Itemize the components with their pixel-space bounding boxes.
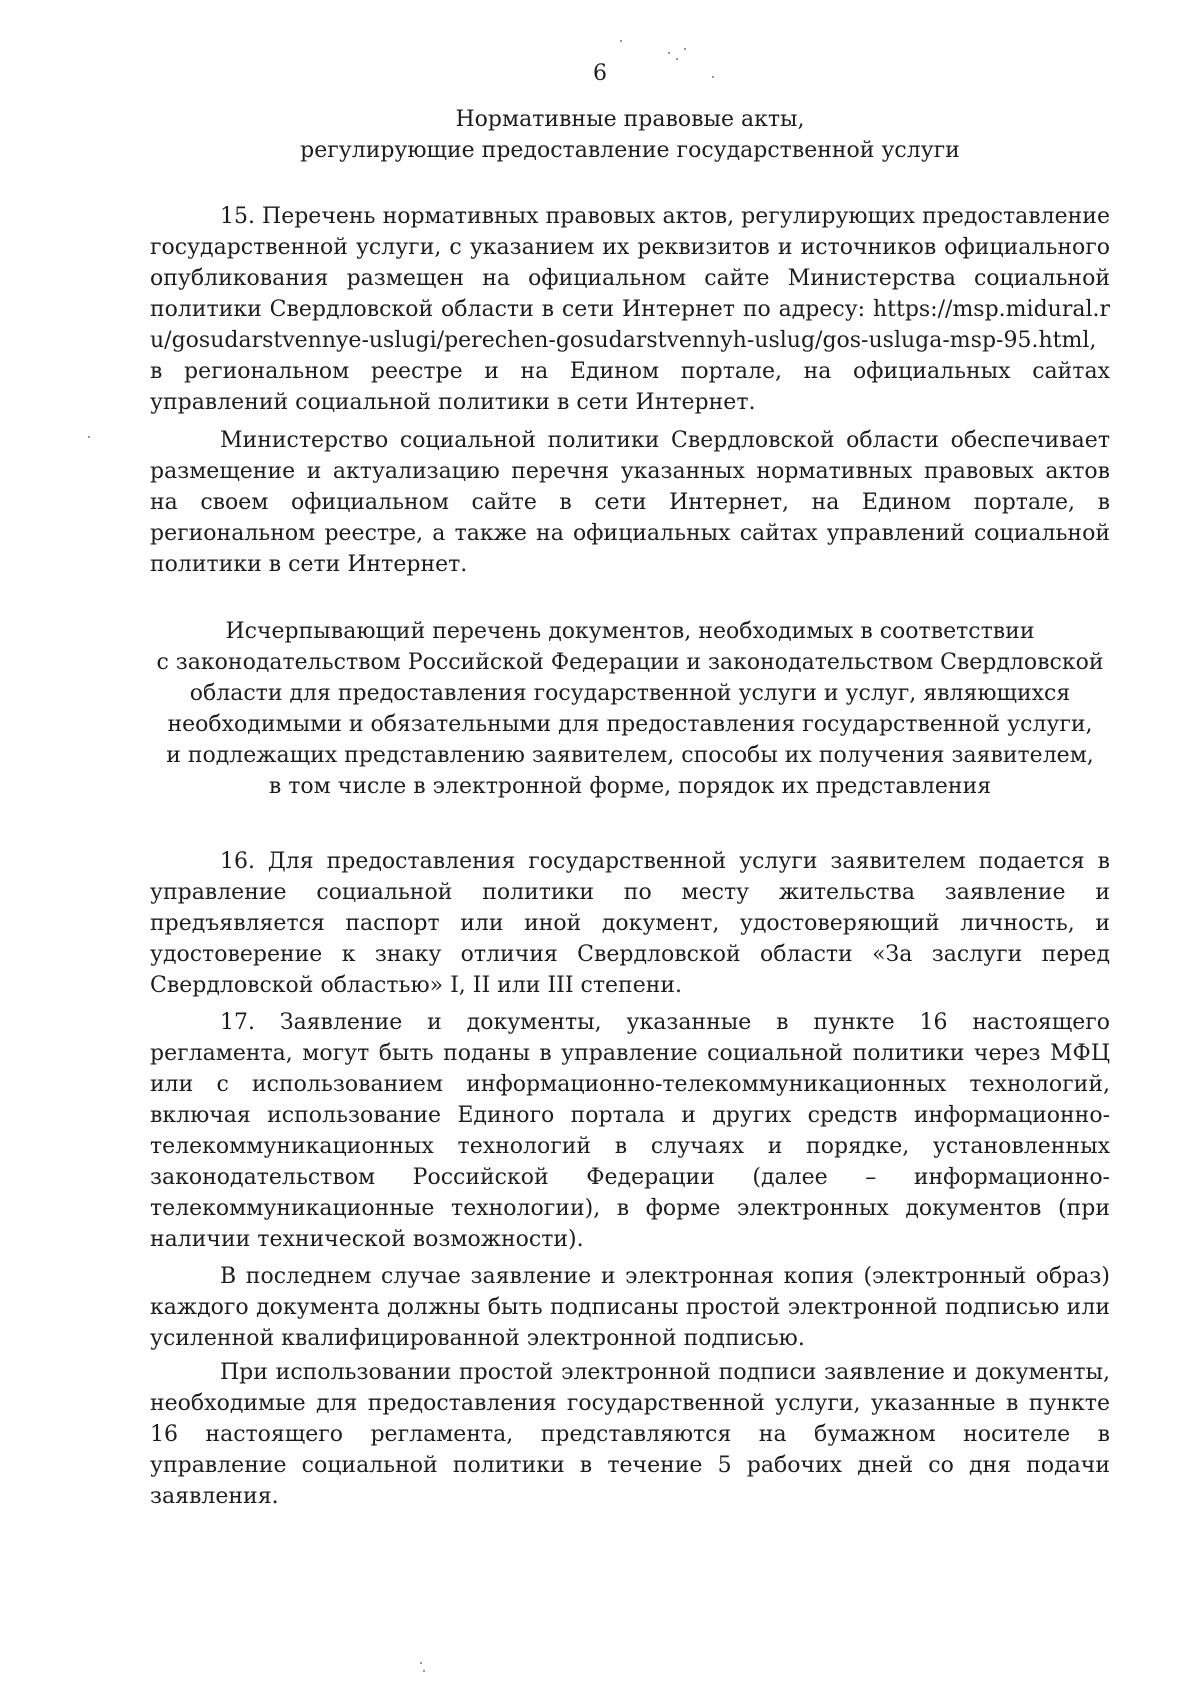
scan-dot	[423, 1670, 425, 1672]
section-title-documents-list	[150, 616, 1110, 802]
paragraph-17: 17. Заявление и документы, указанные в пункте 16 настоящего регламента, могут быть поданы в управление социальной политики через МФЦ или с использованием информационно-телекоммуникационных технологий, включая использование Единого портала и других средств информационно-телекоммуникационных технологий в случаях и порядке, установленных законодательством Российской Федерации (далее – информационно-телекоммуникационные технологии), в форме электронных документов (при наличии технической возможности).	[150, 1010, 1110, 1252]
paragraph-15	[150, 201, 1110, 418]
section-title-line: с законодательством Российской Федерации и законодательством Свердловской	[156, 650, 1104, 675]
scan-dot	[620, 40, 622, 42]
scan-dot	[420, 1662, 422, 1664]
page-number: 6	[593, 61, 607, 86]
paragraph-last-case: В последнем случае заявление и электронная копия (электронный образ) каждого документа должны быть подписаны простой электронной подписью или усиленной квалифицированной электронной подписью.	[150, 1264, 1110, 1351]
section-title-legal-acts	[150, 104, 1110, 166]
section-title-line: области для предоставления государственной услуги и услуг, являющихся	[189, 681, 1071, 706]
scan-dot	[668, 52, 670, 54]
scan-dot	[684, 48, 686, 50]
section-title-line: регулирующие предоставление государственной услуги	[300, 138, 960, 163]
paragraph-15-text-end: , в региональном реестре и на Едином портале, на официальных сайтах управлений социальной политики в сети Интернет.	[150, 328, 1110, 415]
paragraph-16: 16. Для предоставления государственной услуги заявителем подается в управление социальной политики по месту жительства заявление и предъявляется паспорт или иной документ, удостоверяющий личность, и удостоверение к знаку отличия Свердловской области «За заслуги перед Свердловской областью» I, II или III степени.	[150, 849, 1110, 998]
section-title-line: необходимыми и обязательными для предоставления государственной услуги,	[167, 712, 1093, 737]
ministry-url-link: https://msp.midural.ru/gosudarstvennye-uslugi/perechen-gosudarstvennyh-uslug/gos-usluga-msp-95.html	[150, 297, 1110, 353]
paragraph-ministry: Министерство социальной политики Свердловской области обеспечивает размещение и актуализацию перечня указанных нормативных правовых актов на своем официальном сайте в сети Интернет, на Едином портале, в региональном реестре, а также на официальных сайтах управлений социальной политики в сети Интернет.	[150, 428, 1110, 577]
paragraph-15-text: 15. Перечень нормативных правовых актов, регулирующих предоставление государственной услуги, с указанием их реквизитов и источников официального опубликования размещен на официальном сайте Министерства социальной политики Свердловской области в сети Интернет по адресу:	[150, 204, 1110, 322]
section-title-line: Исчерпывающий перечень документов, необходимых в соответствии	[225, 619, 1035, 644]
section-title-line: в том числе в электронной форме, порядок их представления	[268, 774, 992, 799]
scan-dot	[88, 436, 90, 438]
section-title-line: и подлежащих представлению заявителем, способы их получения заявителем,	[166, 743, 1094, 768]
paragraph-simple-signature: При использовании простой электронной подписи заявление и документы, необходимые для предоставления государственной услуги, указанные в пункте 16 настоящего регламента, представляются на бумажном носителе в управление социальной политики в течение 5 рабочих дней со дня подачи заявления.	[150, 1360, 1110, 1509]
section-title-line: Нормативные правовые акты,	[455, 107, 805, 132]
